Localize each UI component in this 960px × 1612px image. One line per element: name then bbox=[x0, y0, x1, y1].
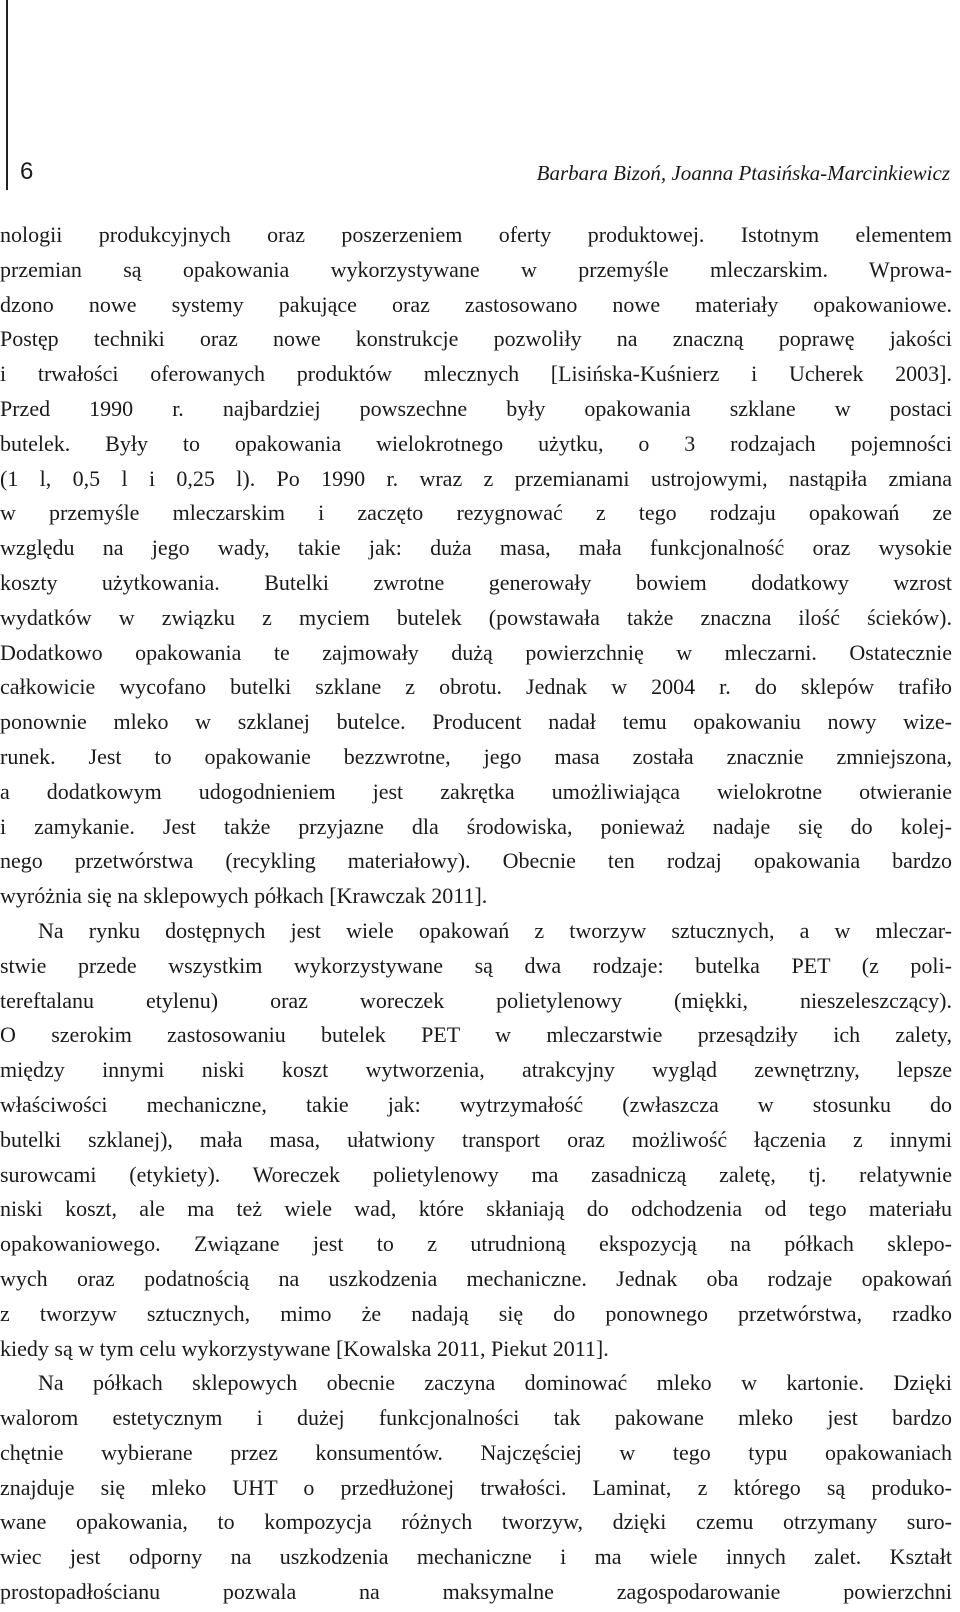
body-text bbox=[0, 218, 952, 1610]
text-line: znajduje się mleko UHT o przedłużonej trwałości. Laminat, z którego są produko- bbox=[0, 1474, 952, 1500]
text-line: Postęp techniki oraz nowe konstrukcje pozwoliły na znaczną poprawę jakości bbox=[0, 326, 952, 352]
text-line: wyróżnia się na sklepowych półkach [Krawczak 2011]. bbox=[0, 883, 488, 909]
paragraph bbox=[0, 218, 952, 914]
text-line: nologii produkcyjnych oraz poszerzeniem oferty produktowej. Istotnym elementem bbox=[0, 222, 952, 247]
text-line: i zamykanie. Jest także przyjazne dla środowiska, ponieważ nadaje się do kolej- bbox=[0, 813, 952, 839]
text-line: wych oraz podatnością na uszkodzenia mechaniczne. Jednak oba rodzaje opakowań bbox=[0, 1265, 952, 1291]
text-line: opakowaniowego. Związane jest to z utrudnioną ekspozycją na półkach sklepo- bbox=[0, 1231, 952, 1257]
text-line: prostopadłościanu pozwala na maksymalne zagospodarowanie powierzchni bbox=[0, 1579, 952, 1605]
text-line: stwie przede wszystkim wykorzystywane są dwa rodzaje: butelka PET (z poli- bbox=[0, 952, 952, 978]
text-line: walorom estetycznym i dużej funkcjonalności tak pakowane mleko jest bardzo bbox=[0, 1405, 952, 1431]
text-line: surowcami (etykiety). Woreczek polietylenowy ma zasadniczą zaletę, tj. relatywnie bbox=[0, 1161, 952, 1187]
text-line: ponownie mleko w szklanej butelce. Producent nadał temu opakowaniu nowy wize- bbox=[0, 709, 952, 735]
text-line: Przed 1990 r. najbardziej powszechne były opakowania szklane w postaci bbox=[0, 395, 952, 421]
text-line: a dodatkowym udogodnieniem jest zakrętka umożliwiająca wielokrotne otwieranie bbox=[0, 778, 952, 804]
text-line: wane opakowania, to kompozycja różnych tworzyw, dzięki czemu otrzymany suro- bbox=[0, 1509, 952, 1535]
text-line: z tworzyw sztucznych, mimo że nadają się do ponownego przetwórstwa, rzadko bbox=[0, 1300, 952, 1326]
text-line: dzono nowe systemy pakujące oraz zastosowano nowe materiały opakowaniowe. bbox=[0, 291, 952, 317]
paragraph bbox=[0, 914, 952, 1366]
text-line: Na półkach sklepowych obecnie zaczyna dominować mleko w kartonie. Dzięki bbox=[38, 1370, 952, 1396]
margin-rule bbox=[6, 0, 8, 190]
text-line: O szerokim zastosowaniu butelek PET w mleczarstwie przesądziły ich zalety, bbox=[0, 1022, 952, 1048]
text-line: między innymi niski koszt wytworzenia, atrakcyjny wygląd zewnętrzny, lepsze bbox=[0, 1057, 952, 1083]
text-line: w przemyśle mleczarskim i zaczęto rezygnować z tego rodzaju opakowań ze bbox=[0, 500, 952, 526]
text-line: właściwości mechaniczne, takie jak: wytrzymałość (zwłaszcza w stosunku do bbox=[0, 1091, 952, 1117]
text-line: całkowicie wycofano butelki szklane z obrotu. Jednak w 2004 r. do sklepów trafiło bbox=[0, 674, 952, 700]
text-line: wydatków w związku z myciem butelek (powstawała także znaczna ilość ścieków). bbox=[0, 604, 952, 630]
page-number: 6 bbox=[20, 158, 34, 185]
text-line: koszty użytkowania. Butelki zwrotne generowały bowiem dodatkowy wzrost bbox=[0, 569, 952, 595]
text-line: runek. Jest to opakowanie bezzwrotne, jego masa została znacznie zmniejszona, bbox=[0, 743, 952, 769]
text-line: Dodatkowo opakowania te zajmowały dużą powierzchnię w mleczarni. Ostatecznie bbox=[0, 639, 952, 665]
text-line: butelki szklanej), mała masa, ułatwiony transport oraz możliwość łączenia z innymi bbox=[0, 1126, 952, 1152]
text-line: butelek. Były to opakowania wielokrotnego użytku, o 3 rodzajach pojemności bbox=[0, 430, 952, 456]
text-line: kiedy są w tym celu wykorzystywane [Kowalska 2011, Piekut 2011]. bbox=[0, 1335, 609, 1361]
text-line: Na rynku dostępnych jest wiele opakowań z tworzyw sztucznych, a w mleczar- bbox=[38, 917, 952, 943]
text-line: wiec jest odporny na uszkodzenia mechaniczne i ma wiele innych zalet. Kształt bbox=[0, 1544, 952, 1570]
running-head-authors: Barbara Bizoń, Joanna Ptasińska-Marcinkiewicz bbox=[536, 161, 950, 185]
text-line: i trwałości oferowanych produktów mlecznych [Lisińska-Kuśnierz i Ucherek 2003]. bbox=[0, 361, 952, 387]
text-line: nego przetwórstwa (recykling materiałowy). Obecnie ten rodzaj opakowania bardzo bbox=[0, 848, 952, 874]
text-line: chętnie wybierane przez konsumentów. Najczęściej w tego typu opakowaniach bbox=[0, 1439, 952, 1465]
text-line: tereftalanu etylenu) oraz woreczek polietylenowy (miękki, nieszeleszczący). bbox=[0, 987, 952, 1013]
text-line: (1 l, 0,5 l i 0,25 l). Po 1990 r. wraz z przemianami ustrojowymi, nastąpiła zmiana bbox=[0, 465, 952, 491]
paragraph bbox=[0, 1366, 952, 1610]
text-line: przemian są opakowania wykorzystywane w przemyśle mleczarskim. Wprowa- bbox=[0, 256, 952, 282]
text-line: względu na jego wady, takie jak: duża masa, mała funkcjonalność oraz wysokie bbox=[0, 535, 952, 561]
text-line: niski koszt, ale ma też wiele wad, które skłaniają do odchodzenia od tego materiału bbox=[0, 1196, 952, 1222]
